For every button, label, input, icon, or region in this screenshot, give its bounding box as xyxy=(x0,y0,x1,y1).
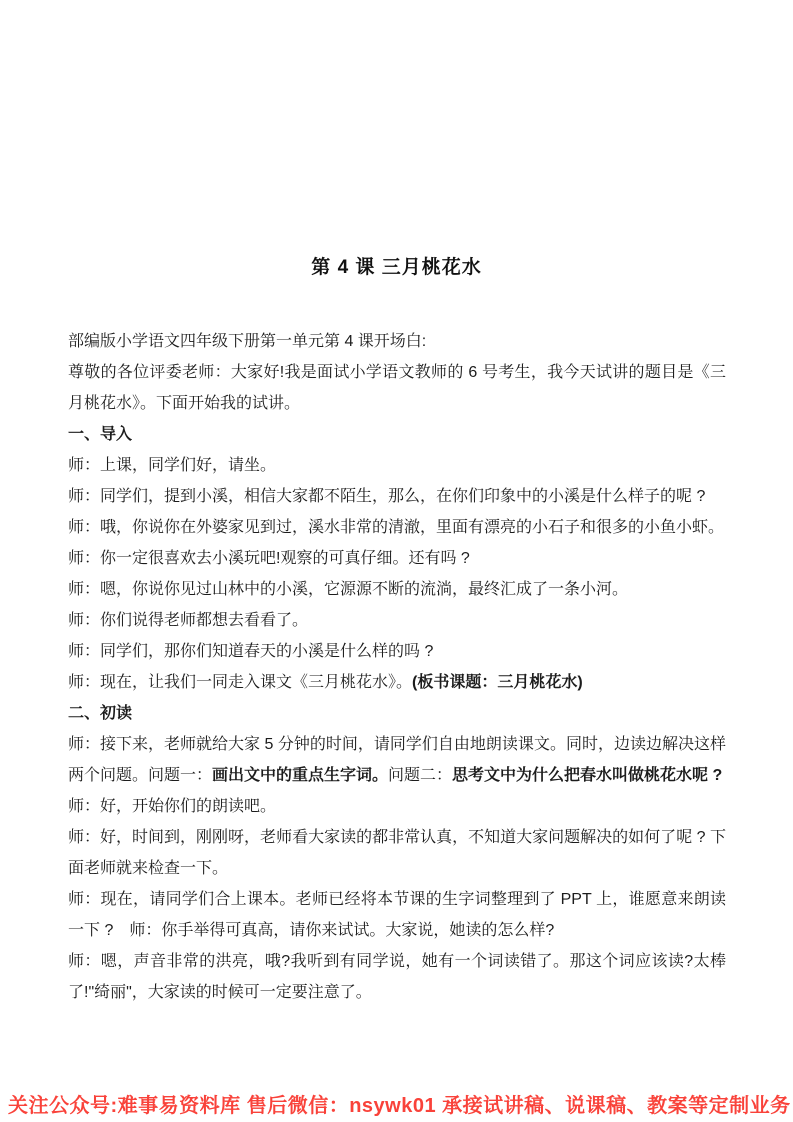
paragraph-run: 师：同学们，那你们知道春天的小溪是什么样的吗 ? xyxy=(68,643,434,660)
paragraph xyxy=(68,543,726,574)
paragraph-run: 师：好，时间到，刚刚呀，老师看大家读的都非常认真，不知道大家问题解决的如何了呢 ? 下面老师就来检查一下。 xyxy=(68,829,726,877)
paragraph-run: 师：你一定很喜欢去小溪玩吧!观察的可真仔细。还有吗 ? xyxy=(68,550,470,567)
paragraph-bold-run: 二、初读 xyxy=(68,705,133,722)
paragraph xyxy=(68,946,726,1008)
paragraph xyxy=(68,667,726,698)
paragraph-bold-run: 思考文中为什么把春水叫做桃花水呢 ? xyxy=(452,767,723,784)
paragraph xyxy=(68,822,726,884)
page-title: 第 4 课 三月桃花水 xyxy=(311,257,482,278)
paragraph-run: 师：你们说得老师都想去看看了。 xyxy=(68,612,309,629)
paragraph xyxy=(68,357,726,419)
promo-footer xyxy=(8,1089,789,1118)
paragraph xyxy=(68,729,726,791)
paragraph xyxy=(68,481,726,512)
paragraph xyxy=(68,636,726,667)
paragraph-run: 师：上课，同学们好，请坐。 xyxy=(68,457,277,474)
promo-footer-text: 关注公众号:难事易资料库 售后微信：nsywk01 承接试讲稿、说课稿、教案等定制业务 xyxy=(8,1095,791,1117)
paragraph-run: 师：现在，让我们一同走入课文《三月桃花水》。 xyxy=(68,674,413,691)
paragraph-run: 师：同学们，提到小溪，相信大家都不陌生，那么，在你们印象中的小溪是什么样子的呢 ? xyxy=(68,488,706,505)
paragraph xyxy=(68,512,726,543)
paragraph-bold-run: 一、导入 xyxy=(68,426,133,443)
paragraph-run: 师：好，开始你们的朗读吧。 xyxy=(68,798,277,815)
paragraph-run: 师：嗯，你说你见过山林中的小溪，它源源不断的流淌，最终汇成了一条小河。 xyxy=(68,581,629,598)
paragraph-bold-run: (板书课题：三月桃花水) xyxy=(412,674,583,691)
paragraph xyxy=(68,884,726,946)
paragraph xyxy=(68,574,726,605)
paragraph-run: 师：嗯，声音非常的洪亮，哦?我听到有同学说，她有一个词读错了。那这个词应该读?太棒了!"绮丽"，大家读的时候可一定要注意了。 xyxy=(68,953,726,1001)
paragraph-run: 师：接下来，老师就给大家 5 分钟的时间，请同学们自由地朗读课文。同时，边读边解决这样两个问题。问题一： xyxy=(68,736,726,784)
paragraph-bold-run: 画出文中的重点生字词。 xyxy=(212,767,389,784)
paragraph xyxy=(68,605,726,636)
paragraph xyxy=(68,450,726,481)
paragraph-run: 尊敬的各位评委老师：大家好!我是面试小学语文教师的 6 号考生，我今天试讲的题目是《三月桃花水》。下面开始我的试讲。 xyxy=(68,364,726,412)
document-body xyxy=(68,326,726,1008)
paragraph-run: 问题二： xyxy=(388,767,453,784)
paragraph xyxy=(68,419,726,450)
paragraph xyxy=(68,698,726,729)
paragraph xyxy=(68,326,726,357)
paragraph xyxy=(68,791,726,822)
paragraph-run: 师：现在，请同学们合上课本。老师已经将本节课的生字词整理到了 PPT 上，谁愿意来朗读一下 ? 师：你手举得可真高，请你来试试。大家说，她读的怎么样? xyxy=(68,891,726,939)
paragraph-run: 部编版小学语文四年级下册第一单元第 4 课开场白: xyxy=(68,333,427,350)
paragraph-run: 师：哦，你说你在外婆家见到过，溪水非常的清澈，里面有漂亮的小石子和很多的小鱼小虾。 xyxy=(68,519,725,536)
